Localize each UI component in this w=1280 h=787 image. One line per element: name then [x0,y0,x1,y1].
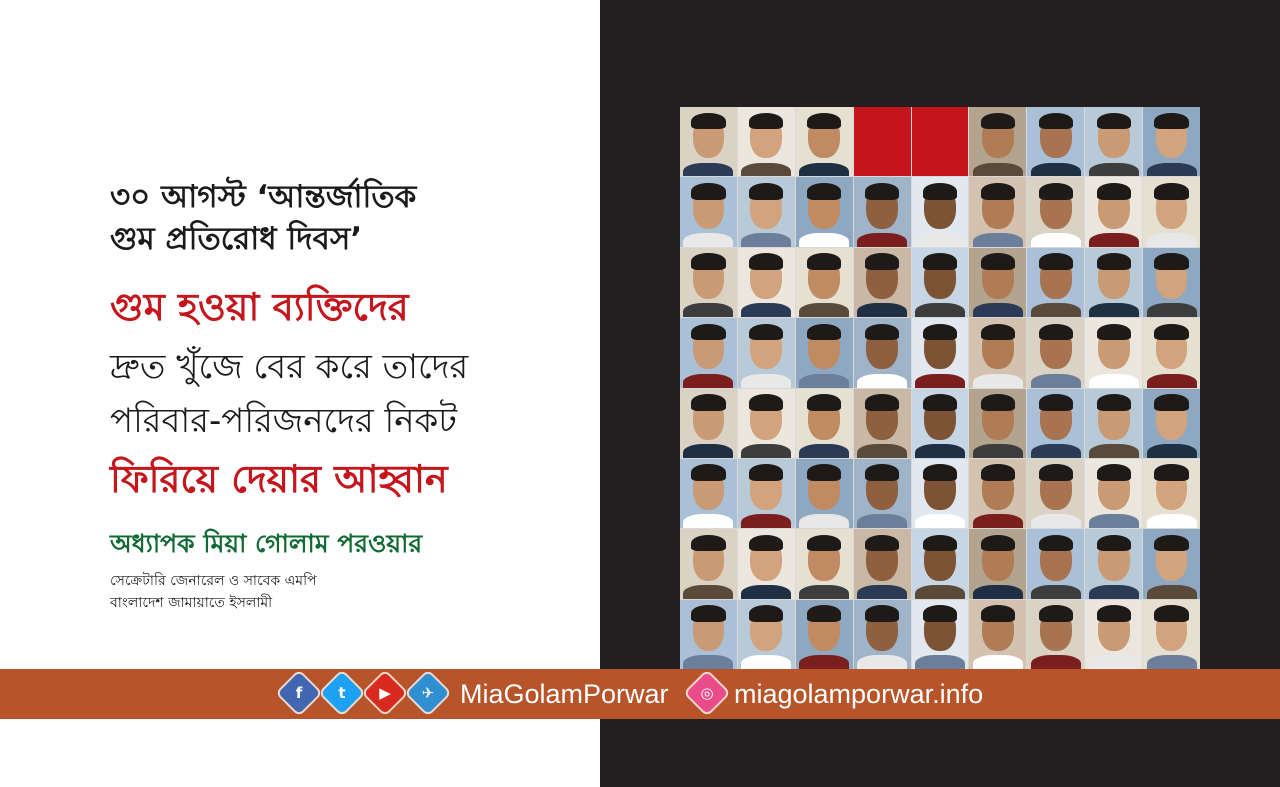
portrait-photo [1143,107,1200,176]
portrait-photo [912,459,969,528]
portrait-photo [738,318,795,387]
portrait-photo [680,177,737,246]
portrait-photo [969,529,1026,598]
portrait-photo [854,459,911,528]
portrait-photo [1143,459,1200,528]
facebook-icon[interactable]: f [275,669,323,717]
portrait-photo [969,248,1026,317]
portrait-photo [680,600,737,669]
portrait-photo [680,459,737,528]
red-placeholder-block [854,107,911,176]
portrait-photo [1143,529,1200,598]
portrait-photo [912,529,969,598]
portrait-photo [1027,389,1084,458]
portrait-photo [796,107,853,176]
portrait-photo [1085,318,1142,387]
portrait-photo [969,389,1026,458]
portrait-photo [680,389,737,458]
portrait-photo [854,529,911,598]
twitter-icon[interactable]: t [318,669,366,717]
portrait-photo [1027,177,1084,246]
portrait-photo [680,107,737,176]
portrait-photo [969,318,1026,387]
portrait-photo [1027,459,1084,528]
headline-black-2: পরিবার-পরিজনদের নিকট [110,401,457,441]
portrait-photo [1027,529,1084,598]
portrait-photo [854,177,911,246]
headline-black-1: দ্রুত খুঁজে বের করে তাদের [110,347,469,387]
portrait-photo [912,248,969,317]
portrait-photo [1027,318,1084,387]
portrait-photo [854,248,911,317]
portrait-photo [854,318,911,387]
portrait-photo [1027,600,1084,669]
portrait-photo [1143,600,1200,669]
portrait-photo [969,600,1026,669]
portrait-photo [738,248,795,317]
portrait-photo [969,107,1026,176]
portrait-photo [738,529,795,598]
author-organization: বাংলাদেশ জামায়াতে ইসলামী [110,595,273,611]
portrait-photo [796,177,853,246]
portrait-photo [1085,389,1142,458]
portrait-photo [680,529,737,598]
portrait-photo [1143,248,1200,317]
portrait-photo [1143,177,1200,246]
portrait-photo [796,459,853,528]
portrait-photo [680,248,737,317]
portrait-photo [969,459,1026,528]
portrait-photo [796,248,853,317]
social-handle[interactable]: MiaGolamPorwar [460,679,669,709]
portrait-photo [796,318,853,387]
portrait-photo [738,459,795,528]
portrait-photo [1085,600,1142,669]
author-role: সেক্রেটারি জেনারেল ও সাবেক এমপি [110,573,317,589]
dribbble-icon[interactable]: ◎ [683,669,731,717]
portrait-photo [1143,389,1200,458]
red-placeholder-block [912,107,969,176]
portrait-photo [1085,248,1142,317]
portrait-photo [854,389,911,458]
headline-line-1: ৩০ আগস্ট ‘আন্তর্জাতিক [110,179,417,215]
telegram-icon[interactable]: ✈ [404,669,452,717]
portrait-photo [1085,459,1142,528]
portrait-photo [796,600,853,669]
portrait-photo [680,318,737,387]
headline-date-block [110,176,580,260]
author-name: অধ্যাপক মিয়া গোলাম পরওয়ার [110,529,423,558]
portrait-photo [912,600,969,669]
portrait-photo [738,177,795,246]
portrait-photo [1085,177,1142,246]
youtube-icon[interactable]: ▶ [361,669,409,717]
portrait-photo [912,318,969,387]
headline-red-1: গুম হওয়া ব্যক্তিদের [110,285,409,329]
headline-line-2: গুম প্রতিরোধ দিবস’ [110,221,363,257]
portrait-photo [969,177,1026,246]
portrait-photo [854,600,911,669]
portrait-photo [738,600,795,669]
portrait-photo [738,107,795,176]
portrait-photo [796,389,853,458]
portrait-photo [1085,529,1142,598]
portrait-photo [1027,107,1084,176]
portrait-grid [680,107,1200,669]
portrait-photo [796,529,853,598]
headline-red-2: ফিরিয়ে দেয়ার আহ্বান [110,457,448,501]
portrait-photo [738,389,795,458]
portrait-photo [912,389,969,458]
website-link[interactable]: miagolamporwar.info [734,679,984,709]
portrait-photo [1027,248,1084,317]
portrait-photo [1143,318,1200,387]
portrait-photo [912,177,969,246]
portrait-photo [1085,107,1142,176]
